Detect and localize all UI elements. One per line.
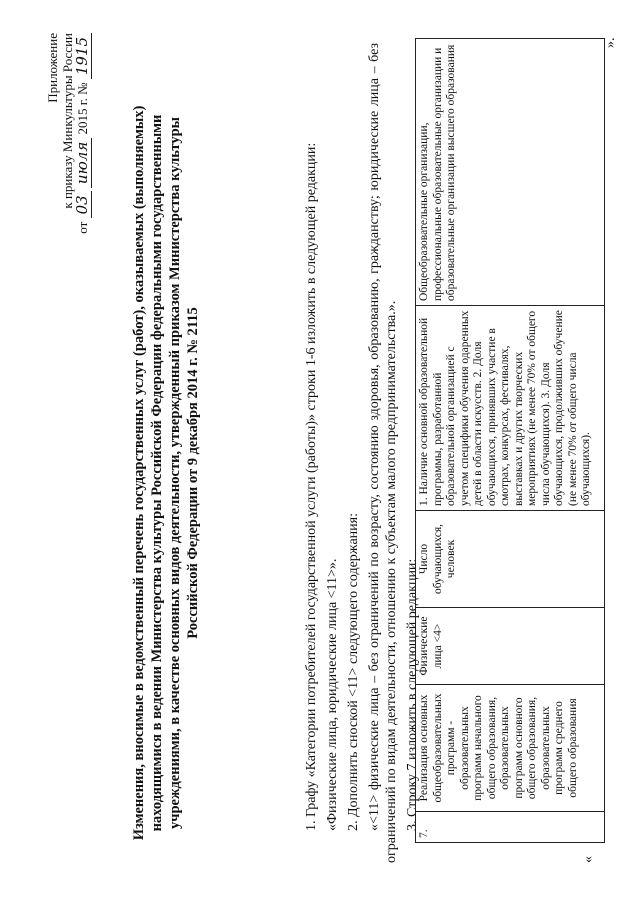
document-body [303,43,425,863]
table-open-quote: « [581,855,596,863]
paragraph-2-quote: «<11> физические лица – без ограничений по возрасту, состоянию здоровья, образованию, гражданству; юридические лица – без ограничений по видам деятельности, отношению к субъектам малого предпринимательства.». [367,42,399,863]
indicator-cell: Число обучающихся, человек [416,510,605,607]
row-number: 7. [416,811,605,842]
annex-date-month: июля [73,137,92,187]
document-title: Изменения, вносимые в ведомственный перечень государственных услуг (работ), оказываемых (выполняемых) находящимися в ведении Министерства культуры Российской Федерации федеральными государственными учреждениями, в качестве основных видов деятельности, утвержденный приказом Министерства культуры Российской Федерации от 9 декабря 2014 г. № 2115 [131,105,201,840]
annex-date-year: 2015 г. № [75,81,90,134]
annex-label: Приложение [45,32,60,103]
consumers-cell: Физические лица <4> [416,607,605,684]
annex-header [45,33,90,313]
institutions-cell: Общеобразовательные организации, профессиональные образовательные организации и образовательные организации высшего образования [416,38,605,305]
annex-date-line [75,33,90,313]
criteria-cell: 1. Наличие основной образовательной программы, разработанной образовательной организацией с учетом специфики обучения одаренных детей в области искусств. 2. Доля обучающихся, принявших участие в смотрах, конкурсах, фестивалях, выставках и других творческих мероприятиях (не менее 70% от общего числа обучающихся). 3. Доля обучающихся, продолживших обучение (не менее 70% от общего числа обучающихся). [416,305,605,510]
annex-date-day: 03 [73,191,92,218]
paragraph-1-quote: «Физические лица, юридические лица <11>». [325,558,340,831]
table-close-quote: ». [603,37,618,48]
paragraph-2: 2. Дополнить сноской <11> следующего содержания: [346,512,361,831]
service-name-cell: Реализация основных общеобразовательных программ - образовательных программ начального общего образования, образовательных программ основного общего образования, образовательных программ среднего общего образования [416,684,605,811]
annex-order-ref: к приказу Минкультуры России [60,32,75,209]
rotated-content [35,23,618,883]
table-row [416,38,605,842]
services-table [415,38,605,843]
annex-date-prefix: от [75,221,90,234]
annex-order-number: 1915 [73,33,92,79]
paragraph-1: 1. Графу «Категории потребителей государственной услуги (работы)» строки 1-6 изложить в следующей редакции: [304,142,319,831]
paragraph-3: 3. Строку 7 изложить в следующей редакции: [405,558,420,831]
